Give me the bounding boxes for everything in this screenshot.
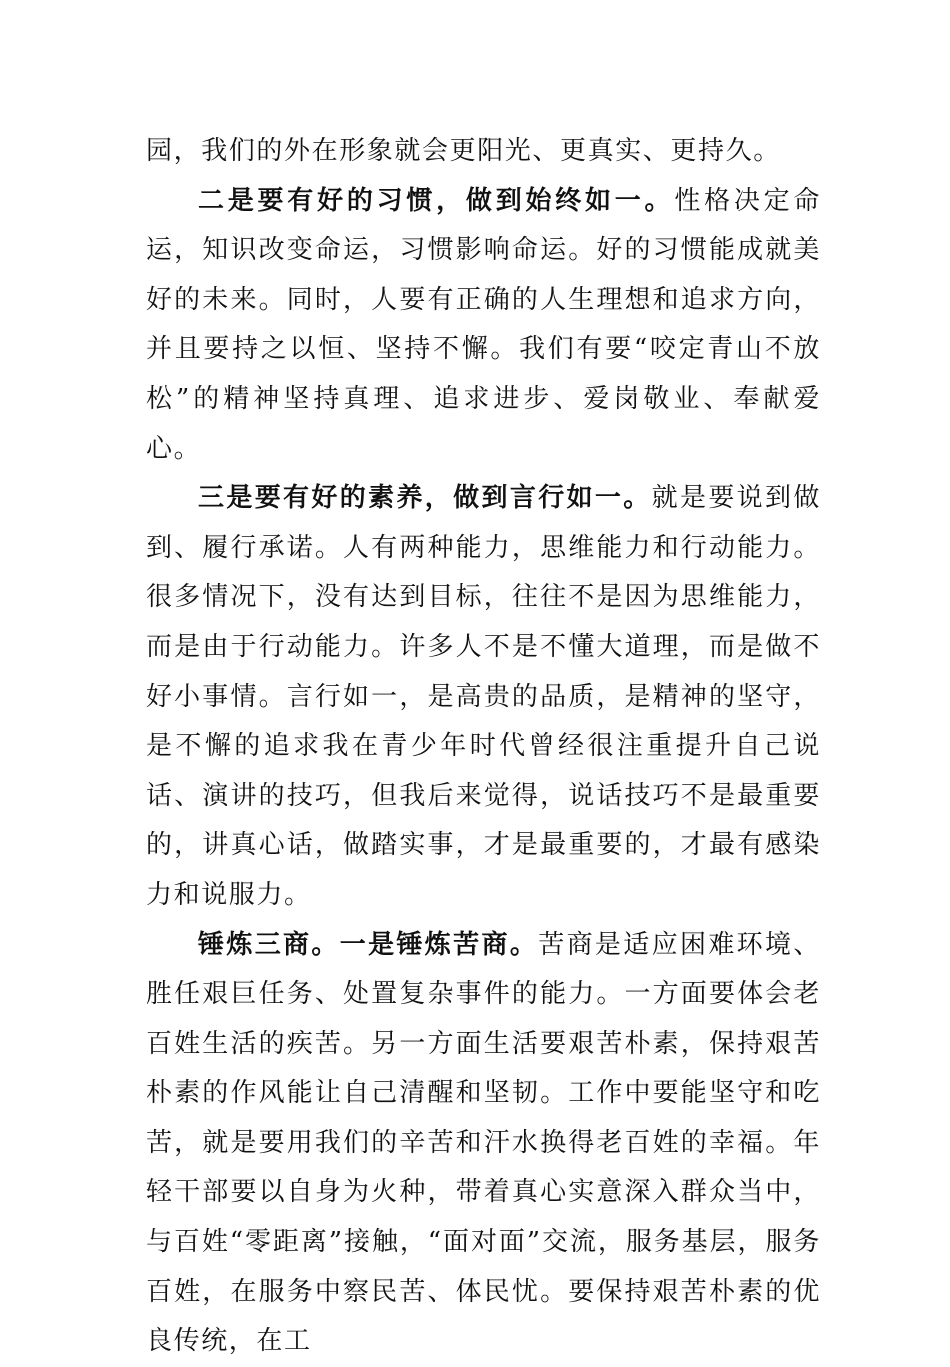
paragraph-3-text: 就是要说到做到、履行承诺。人有两种能力，思维能力和行动能力。很多情况下，没有达到目标，往往不是因为思维能力，而是由于行动能力。许多人不是不懂大道理，而是做不好小事情。言行如一，是高贵的品质，是精神的坚守，是不懈的追求我在青少年时代曾经很注重提升自己说话、演讲的技巧，但我后来觉得，说话技巧不是最重要的，讲真心话，做踏实事，才是最重要的，才最有感染力和说服力。 bbox=[146, 483, 821, 910]
paragraph-4-text: 苦商是适应困难环境、胜任艰巨任务、处置复杂事件的能力。一方面要体会老百姓生活的疾苦。另一方面生活要艰苦朴素，保持艰苦朴素的作风能让自己清醒和坚韧。工作中要能坚守和吃苦，就是要用我们的辛苦和汗水换得老百姓的幸福。年轻干部要以自身为火种，带着真心实意深入群众当中，与百姓“零距离”接触，“面对面”交流，服务基层，服务百姓，在服务中察民苦、体民忧。要保持艰苦朴素的优良传统，在工 bbox=[146, 929, 821, 1357]
paragraph-1 bbox=[146, 127, 821, 177]
document-body bbox=[146, 127, 821, 1367]
paragraph-4-lead: 锤炼三商。一是锤炼苦商。 bbox=[198, 929, 539, 960]
paragraph-2-lead: 二是要有好的习惯，做到始终如一。 bbox=[198, 185, 675, 216]
paragraph-4 bbox=[146, 921, 821, 1367]
paragraph-3 bbox=[146, 474, 821, 920]
paragraph-3-lead: 三是要有好的素养，做到言行如一。 bbox=[198, 483, 652, 514]
paragraph-1-text: 园，我们的外在形象就会更阳光、更真实、更持久。 bbox=[146, 136, 781, 166]
paragraph-2 bbox=[146, 177, 821, 475]
paragraph-2-text: 性格决定命运，知识改变命运，习惯影响命运。好的习惯能成就美好的未来。同时，人要有正确的人生理想和追求方向，并且要持之以恒、坚持不懈。我们有要“咬定青山不放松”的精神坚持真理、追求进步、爱岗敬业、奉献爱心。 bbox=[146, 185, 821, 464]
